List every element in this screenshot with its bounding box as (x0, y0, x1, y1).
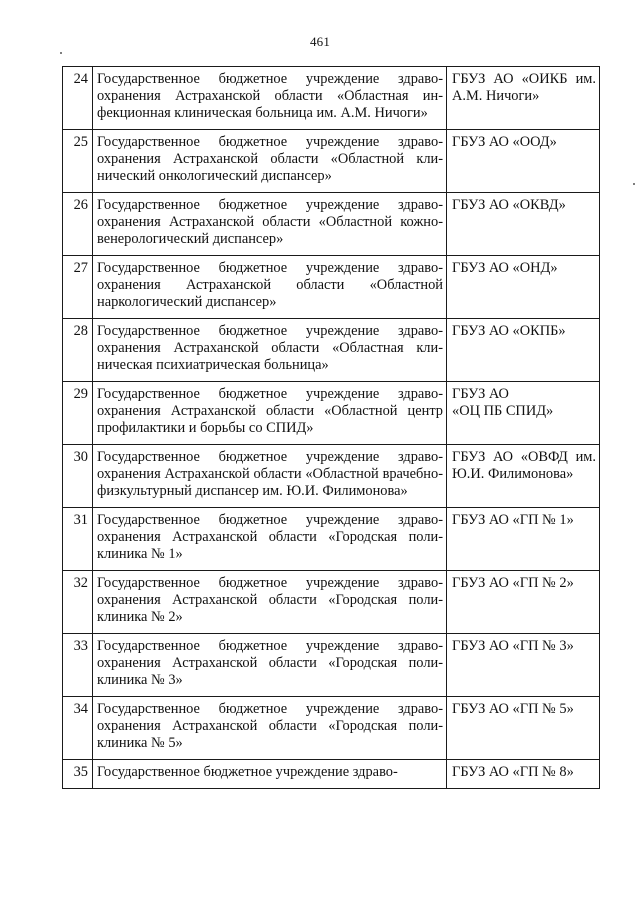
row-number: 30 (63, 445, 93, 508)
institution-abbreviation: ГБУЗ АО «ГП № 5» (447, 697, 600, 760)
table-row (63, 571, 600, 634)
table-row (63, 130, 600, 193)
table-row (63, 67, 600, 130)
page-number: 461 (309, 34, 331, 49)
table-row (63, 382, 600, 445)
table-row (63, 634, 600, 697)
institution-full-name: Государственное бюджетное учреждение здравоохранения Астраханской области «Городская поликлиника № 2» (93, 571, 447, 634)
row-number: 26 (63, 193, 93, 256)
institution-abbreviation: ГБУЗ АО «ГП № 3» (447, 634, 600, 697)
table-row (63, 697, 600, 760)
institution-full-name: Государственное бюджетное учреждение здраво- (93, 760, 447, 789)
row-number: 35 (63, 760, 93, 789)
table-body (63, 67, 600, 789)
institution-full-name: Государственное бюджетное учреждение здравоохранения Астраханской области «Областная инфекционная клиническая больница им. А.М. Ничоги» (93, 67, 447, 130)
abbreviation-line: «ОЦ ПБ СПИД» (452, 403, 554, 419)
institution-full-name: Государственное бюджетное учреждение здравоохранения Астраханской области «Городская поликлиника № 1» (93, 508, 447, 571)
table-row (63, 445, 600, 508)
institution-abbreviation: ГБУЗ АО «ОВФД им. Ю.И. Филимонова» (447, 445, 600, 508)
institutions-table (62, 66, 600, 789)
institution-full-name: Государственное бюджетное учреждение здравоохранения Астраханской области «Областной центр профилактики и борьбы со СПИД» (93, 382, 447, 445)
abbreviation-line: ГБУЗ АО (452, 386, 509, 402)
institution-abbreviation: ГБУЗ АО «ОИКБ им. А.М. Ничоги» (447, 67, 600, 130)
row-number: 27 (63, 256, 93, 319)
row-number: 33 (63, 634, 93, 697)
institution-abbreviation: ГБУЗ АО «ГП № 2» (447, 571, 600, 634)
table-row (63, 193, 600, 256)
institution-abbreviation (447, 382, 600, 445)
row-number: 28 (63, 319, 93, 382)
table-row (63, 256, 600, 319)
institution-abbreviation: ГБУЗ АО «ОКПБ» (447, 319, 600, 382)
table-row (63, 508, 600, 571)
institution-full-name: Государственное бюджетное учреждение здравоохранения Астраханской области «Областной клинический онкологический диспансер» (93, 130, 447, 193)
institution-full-name: Государственное бюджетное учреждение здравоохранения Астраханской области «Городская поликлиника № 5» (93, 697, 447, 760)
institution-full-name: Государственное бюджетное учреждение здравоохранения Астраханской области «Городская поликлиника № 3» (93, 634, 447, 697)
institution-full-name: Государственное бюджетное учреждение здравоохранения Астраханской области «Областной врачебно-физкультурный диспансер им. Ю.И. Филимонова» (93, 445, 447, 508)
row-number: 25 (63, 130, 93, 193)
table-row (63, 760, 600, 789)
institution-abbreviation: ГБУЗ АО «ОКВД» (447, 193, 600, 256)
table-row (63, 319, 600, 382)
row-number: 32 (63, 571, 93, 634)
institution-full-name: Государственное бюджетное учреждение здравоохранения Астраханской области «Областная клиническая психиатрическая больница» (93, 319, 447, 382)
institution-full-name: Государственное бюджетное учреждение здравоохранения Астраханской области «Областной кожно-венерологический диспансер» (93, 193, 447, 256)
institution-full-name: Государственное бюджетное учреждение здравоохранения Астраханской области «Областной наркологический диспансер» (93, 256, 447, 319)
scan-speck (633, 183, 635, 185)
institution-abbreviation: ГБУЗ АО «ГП № 8» (447, 760, 600, 789)
row-number: 34 (63, 697, 93, 760)
row-number: 31 (63, 508, 93, 571)
institution-abbreviation: ГБУЗ АО «ГП № 1» (447, 508, 600, 571)
institution-abbreviation: ГБУЗ АО «ООД» (447, 130, 600, 193)
row-number: 29 (63, 382, 93, 445)
institution-abbreviation: ГБУЗ АО «ОНД» (447, 256, 600, 319)
scan-speck (60, 52, 62, 54)
row-number: 24 (63, 67, 93, 130)
